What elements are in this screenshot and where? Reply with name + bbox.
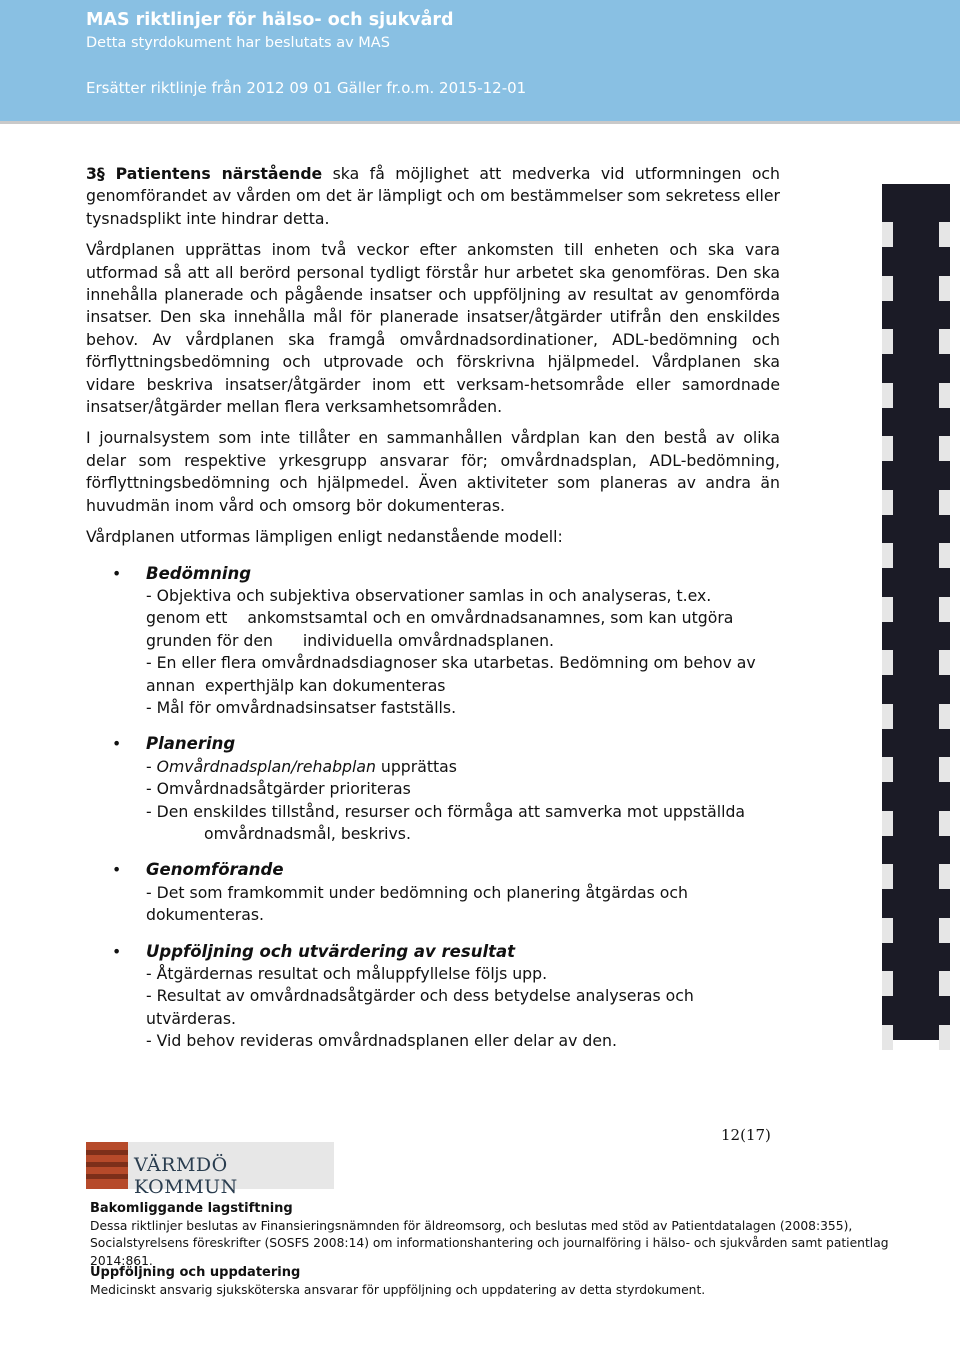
list-line: - Mål för omvårdnadsinsatser fastställs. xyxy=(146,697,457,717)
list-item-bedomning xyxy=(86,563,780,720)
list-line: - Vid behov revideras omvårdnadsplanen eller delar av den. xyxy=(146,1031,617,1051)
list-item-uppfoljning xyxy=(86,941,780,1053)
film-hole-l xyxy=(882,490,893,515)
header-title: MAS riktlinjer för hälso- och sjukvård xyxy=(86,10,454,30)
page-number: 12(17) xyxy=(721,1126,771,1144)
footer-section-text: Medicinskt ansvarig sjuksköterska ansvarar för uppföljning och uppdatering av detta styrdokument. xyxy=(90,1282,706,1297)
list-line: genom ett ankomstsamtal och en omvårdnadsanamnes, som kan utgöra xyxy=(146,608,734,628)
list-line: - Resultat av omvårdnadsåtgärder och dess betydelse analyseras och xyxy=(146,986,694,1006)
list-line-rest: upprättas xyxy=(375,756,457,776)
film-hole-l xyxy=(882,918,893,943)
bullet-icon: • xyxy=(112,734,122,754)
film-hole-r xyxy=(939,918,950,943)
footer-followup xyxy=(90,1264,930,1299)
list-line: - Objektiva och subjektiva observationer samlas in och analyseras, t.ex. xyxy=(146,585,712,605)
film-hole-l xyxy=(882,650,893,675)
paragraph-journalsystem: I journalsystem som inte tillåter en sammanhållen vårdplan kan den bestå av olika delar som respektive yrkesgrupp ansvarar för; omvårdnadsplan, ADL-bedömning, förflyttningsbedömning och hjälpmedel. Även aktiviteter som planeras av andra än huvudmän inom vård och omsorg bör dokumenteras. xyxy=(86,428,780,515)
film-hole-l xyxy=(882,329,893,354)
list-line: - Omvårdnadsplan/rehabplan upprättas xyxy=(146,756,457,776)
list-line: dokumenteras. xyxy=(146,905,265,925)
list-line: grunden för den individuella omvårdnadsplanen. xyxy=(146,630,555,650)
header-subtitle: Detta styrdokument har beslutats av MAS xyxy=(86,35,390,51)
list-item-title: Planering xyxy=(146,734,236,754)
list-line: - Den enskildes tillstånd, resurser och förmåga att samverka mot uppställda xyxy=(146,801,746,821)
film-hole-l xyxy=(882,757,893,782)
film-hole-r xyxy=(939,543,950,568)
varmdo-kommun-logo xyxy=(86,1142,334,1198)
list-item-genomforande xyxy=(86,859,780,926)
film-hole-l xyxy=(882,222,893,247)
list-line: - Åtgärdernas resultat och måluppfyllelse följs upp. xyxy=(146,964,548,983)
logo-text: VÄRMDÖ KOMMUN xyxy=(134,1154,238,1198)
list-line: - Omvårdnadsåtgärder prioriteras xyxy=(146,779,411,799)
film-hole-r xyxy=(939,329,950,354)
list-line: utvärderas. xyxy=(146,1008,236,1028)
list-line: - En eller flera omvårdnadsdiagnoser ska utarbetas. Bedömning om behov av xyxy=(146,653,756,673)
list-item-title: Uppföljning och utvärdering av resultat xyxy=(146,941,516,961)
footer-section-title: Bakomliggande lagstiftning xyxy=(90,1201,293,1216)
footer-section-title: Uppföljning och uppdatering xyxy=(90,1265,301,1280)
paragraph-modell-intro: Vårdplanen utformas lämpligen enligt nedanstående modell: xyxy=(86,527,563,547)
list-item-title: Genomförande xyxy=(146,860,284,880)
film-hole-r xyxy=(939,222,950,247)
municipality-emblem-icon xyxy=(86,1142,128,1189)
list-line: - Det som framkommit under bedömning och planering åtgärdas och xyxy=(146,882,688,902)
model-list xyxy=(86,563,780,1053)
film-hole-l xyxy=(882,543,893,568)
film-hole-r xyxy=(939,650,950,675)
list-item-planering xyxy=(86,733,780,845)
film-hole-l xyxy=(882,971,893,996)
paragraph-heading: 3§ Patientens närstående xyxy=(86,164,323,183)
film-hole-r xyxy=(939,704,950,729)
film-hole-r xyxy=(939,490,950,515)
film-hole-r xyxy=(939,276,950,301)
paragraph-narstaende xyxy=(86,163,780,230)
film-hole-l xyxy=(882,1025,893,1050)
film-hole-l xyxy=(882,276,893,301)
film-strip-decoration xyxy=(882,184,950,1040)
bullet-icon: • xyxy=(112,563,122,583)
paragraph-vardplan: Vårdplanen upprättas inom två veckor efter ankomsten till enheten och ska vara utformad så att all berörd personal tydligt förstår hur arbetet ska genomföras. Den ska innehålla planerade och pågående insatser och uppföljning av resultat av genomförda insatser. Den ska innehålla mål för planerade insatser/åtgärder utifrån den enskildes behov. Av vårdplanen ska framgå omvårdnadsordinationer, ADL-bedömning och förflyttningsbedömning och utprovade och förskrivna hjälpmedel. Vårdplanen ska vidare beskriva insatser/åtgärder inom ett verksam-hetsområde eller samordnade insatser/åtgärder mellan flera verksamhetsområden. xyxy=(86,240,780,417)
film-hole-l xyxy=(882,597,893,622)
footer-section-text: Dessa riktlinjer beslutas av Finansieringsnämnden för äldreomsorg, och beslutas med stöd av Patientdatalagen (2008:355), Socialstyrelsens föreskrifter (SOSFS 2008:14) om informationshantering och journalföring i hälso- och sjukvården samt patientlag 2014:861. xyxy=(90,1218,889,1268)
list-item-title: Bedömning xyxy=(146,563,252,583)
list-line-italic: Omvårdnadsplan/rehabplan xyxy=(156,756,376,776)
list-line: omvårdnadsmål, beskrivs. xyxy=(204,823,411,843)
film-hole-l xyxy=(882,436,893,461)
film-hole-l xyxy=(882,864,893,889)
footer-legislation xyxy=(90,1200,930,1270)
film-hole-r xyxy=(939,811,950,836)
film-hole-r xyxy=(939,597,950,622)
bullet-icon: • xyxy=(112,860,122,880)
film-hole-r xyxy=(939,971,950,996)
film-hole-r xyxy=(939,383,950,408)
film-hole-r xyxy=(939,436,950,461)
film-hole-l xyxy=(882,704,893,729)
list-line: annan experthjälp kan dokumenteras xyxy=(146,675,446,695)
header-validity: Ersätter riktlinje från 2012 09 01 Gäller fr.o.m. 2015-12-01 xyxy=(86,79,527,97)
film-hole-r xyxy=(939,757,950,782)
bullet-icon: • xyxy=(112,941,122,961)
document-body xyxy=(86,163,780,1065)
film-hole-l xyxy=(882,383,893,408)
film-hole-l xyxy=(882,811,893,836)
paragraph-text: ska få möjlighet att medverka vid utformningen och genomförandet av vården om det är lämpligt och om bestämmelser som sekretess eller tysnadsplikt inte hindrar detta. xyxy=(86,164,780,228)
film-hole-r xyxy=(939,1025,950,1050)
film-hole-r xyxy=(939,864,950,889)
document-header xyxy=(0,0,960,124)
